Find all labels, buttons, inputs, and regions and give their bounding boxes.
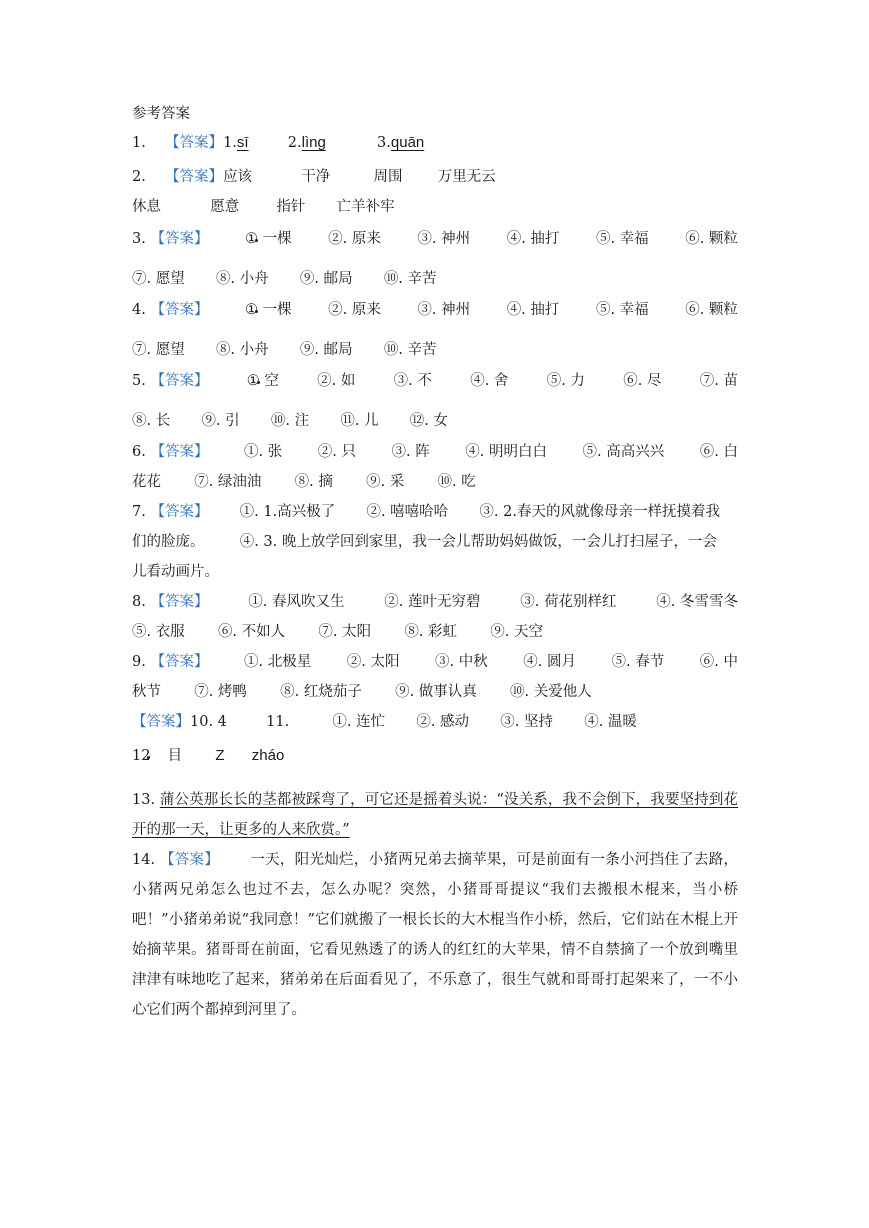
answer-tag: 【答案】	[165, 135, 224, 151]
question-5: 5. 【答案】 ① 空 ②. 如 ③. 不 ④. 舍 ⑤. 力 ⑥. 尽 ⑦. 苗	[132, 373, 738, 389]
question-9: 9. 【答案】 ①. 北极星 ②. 太阳 ③. 中秋 ④. 圆月 ⑤. 春节 ⑥. 中	[132, 654, 738, 670]
question-9-cont: 秋节 ⑦. 烤鸭 ⑧. 红烧茄子 ⑨. 做事认真 ⑩. 关爱他人	[132, 684, 592, 700]
question-2-cont: 休息 愿意 指针 亡羊补牢	[132, 199, 395, 215]
question-8: 8. 【答案】 ①. 春风吹又生 ②. 莲叶无穷碧 ③. 荷花别样红 ④. 冬雪雪冬	[132, 594, 738, 610]
question-2: 2. 【答案】应该 干净 周围 万里无云	[132, 169, 496, 185]
question-3-cont: ⑦. 愿望 ⑧. 小舟 ⑨. 邮局 ⑩. 辛苦	[132, 271, 437, 287]
question-14: 14. 【答案】 一天，阳光灿烂，小猪两兄弟去摘苹果，可是前面有一条小河挡住了去路，小猪两兄弟怎么也过不去，怎么办呢？突然，小猪哥哥提议“我们去搬根木棍来，当小桥吧！”小猪弟弟说“我同意！”它们就搬了一根长长的大木棍当作小桥，然后，它们站在木棍上开始摘苹果。猪哥哥在前面，它看见熟透了的诱人的红红的大苹果，情不自禁摘了一个放到嘴里津津有味地吃了起来，猪弟弟在后面看见了，不乐意了，很生气就和哥哥打起架来了，一不小心它们两个都掉到河里了。	[132, 852, 739, 1018]
question-8-cont: ⑤. 衣服 ⑥. 不如人 ⑦. 太阳 ⑧. 彩虹 ⑨. 天空	[132, 624, 543, 640]
question-7-cont: 们的脸庞。 ④. 3. 晚上放学回到家里，我一会儿帮助妈妈做饭，一会儿打扫屋子，一会	[132, 534, 717, 550]
question-1: 1. 【答案】1.sī 2.lìng 3.quān	[132, 134, 425, 151]
question-5-cont: ⑧. 长 ⑨. 引 ⑩. 注 ⑪. 儿 ⑫. 女	[132, 413, 448, 429]
question-3: 3. 【答案】 ① 一棵 ②. 原来 ③. 神州 ④. 抽打 ⑤. 幸福 ⑥. 颗粒	[132, 231, 738, 247]
answer-document	[132, 100, 738, 1025]
question-7-cont2: 儿看动画片。	[132, 564, 219, 580]
question-4: 4. 【答案】 ① 一棵 ②. 原来 ③. 神州 ④. 抽打 ⑤. 幸福 ⑥. 颗粒	[132, 302, 738, 318]
question-6-cont: 花花 ⑦. 绿油油 ⑧. 摘 ⑨. 采 ⑩. 吃	[132, 474, 476, 490]
page-title: 参考答案	[132, 106, 190, 122]
question-7: 7. 【答案】 ①. 1.高兴极了 ②. 嘻嘻哈哈 ③. 2.春天的风就像母亲一样抚摸着我	[132, 504, 720, 520]
question-13: 13. 蒲公英那长长的茎都被踩弯了，可它还是摇着头说：“没关系，我不会倒下，我要坚持到花开的那一天，让更多的人来欣赏。”	[132, 792, 738, 838]
question-4-cont: ⑦. 愿望 ⑧. 小舟 ⑨. 邮局 ⑩. 辛苦	[132, 342, 437, 358]
question-12: 12 目 Z zháo	[132, 747, 285, 764]
question-6: 6. 【答案】 ①. 张 ②. 只 ③. 阵 ④. 明明白白 ⑤. 高高兴兴 ⑥. 白	[132, 444, 738, 460]
question-10-11: 【答案】10. 4 11. ①. 连忙 ②. 感动 ③. 坚持 ④. 温暖	[132, 714, 637, 730]
